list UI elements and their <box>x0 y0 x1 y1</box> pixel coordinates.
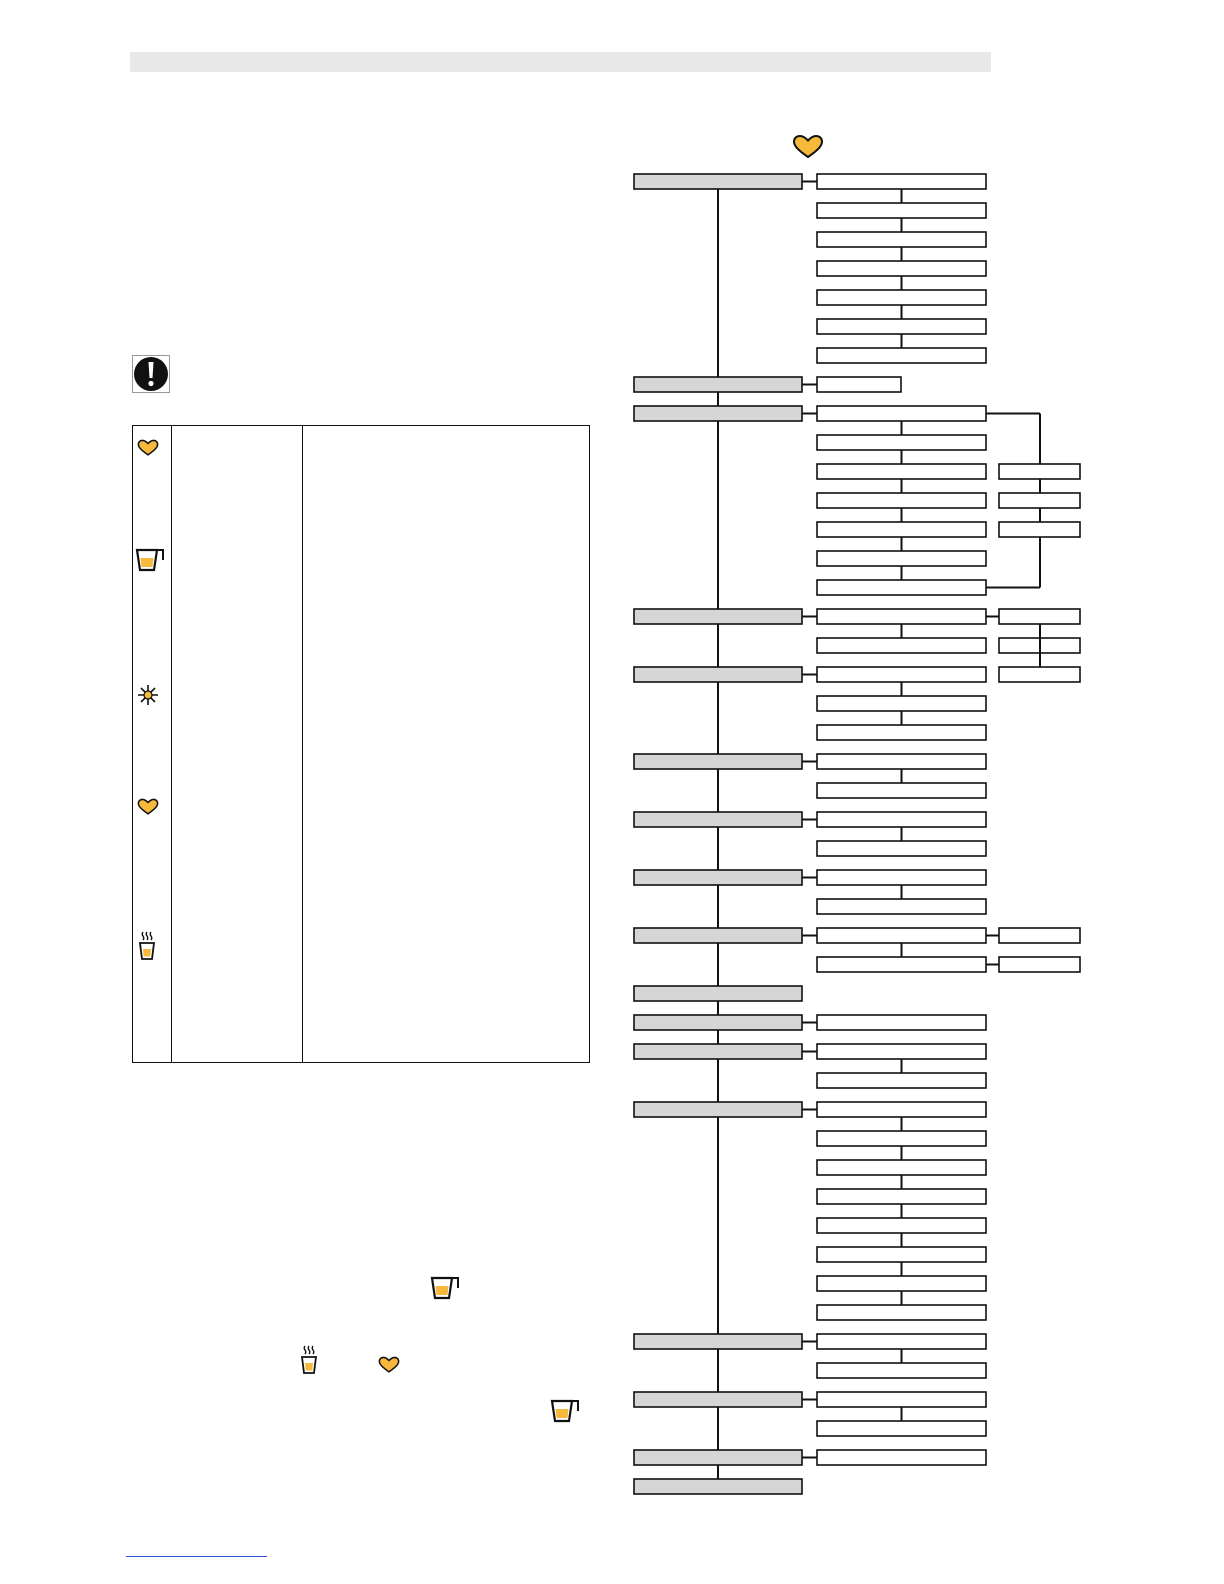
submenu-item <box>817 1421 986 1436</box>
submenu-item <box>817 1363 986 1378</box>
submenu-item <box>817 1189 986 1204</box>
option-item <box>999 522 1080 537</box>
menu-item <box>634 1102 802 1117</box>
submenu-item <box>817 290 986 305</box>
menu-item <box>634 174 802 189</box>
submenu-item <box>817 609 986 624</box>
submenu-item <box>817 1276 986 1291</box>
menu-item <box>634 928 802 943</box>
submenu-item <box>817 174 986 189</box>
menu-item <box>634 1015 802 1030</box>
submenu-item <box>817 754 986 769</box>
option-item <box>999 957 1080 972</box>
submenu-item <box>817 261 986 276</box>
menu-item <box>634 667 802 682</box>
menu-item <box>634 1392 802 1407</box>
submenu-item <box>817 928 986 943</box>
submenu-item <box>817 1131 986 1146</box>
submenu-item <box>817 232 986 247</box>
menu-item <box>634 986 802 1001</box>
submenu-item <box>817 377 901 392</box>
submenu-item <box>817 957 986 972</box>
submenu-item <box>817 696 986 711</box>
submenu-item <box>817 406 986 421</box>
submenu-item <box>817 1073 986 1088</box>
submenu-item <box>817 783 986 798</box>
submenu-item <box>817 580 986 595</box>
submenu-item <box>817 551 986 566</box>
menu-item <box>634 812 802 827</box>
submenu-item <box>817 1305 986 1320</box>
submenu-item <box>817 667 986 682</box>
menu-item <box>634 1044 802 1059</box>
submenu-item <box>817 725 986 740</box>
submenu-item <box>817 638 986 653</box>
submenu-item <box>817 1392 986 1407</box>
submenu-item <box>817 203 986 218</box>
option-item <box>999 609 1080 624</box>
submenu-item <box>817 1044 986 1059</box>
option-item <box>999 667 1080 682</box>
submenu-item <box>817 1247 986 1262</box>
submenu-item <box>817 464 986 479</box>
menu-item <box>634 609 802 624</box>
submenu-item <box>817 522 986 537</box>
submenu-item <box>817 435 986 450</box>
menu-item <box>634 1450 802 1465</box>
menu-item <box>634 377 802 392</box>
option-item <box>999 493 1080 508</box>
menu-item <box>634 406 802 421</box>
option-item <box>999 928 1080 943</box>
menu-item <box>634 1334 802 1349</box>
submenu-item <box>817 493 986 508</box>
submenu-item <box>817 1334 986 1349</box>
submenu-item <box>817 1218 986 1233</box>
submenu-item <box>817 319 986 334</box>
submenu-item <box>817 870 986 885</box>
menu-item <box>634 754 802 769</box>
submenu-item <box>817 1102 986 1117</box>
menu-item <box>634 1479 802 1494</box>
submenu-item <box>817 1450 986 1465</box>
submenu-item <box>817 812 986 827</box>
submenu-item <box>817 1160 986 1175</box>
submenu-item <box>817 899 986 914</box>
menu-item <box>634 870 802 885</box>
option-item <box>999 464 1080 479</box>
footer-link[interactable] <box>126 1556 267 1557</box>
submenu-item <box>817 348 986 363</box>
submenu-item <box>817 1015 986 1030</box>
submenu-item <box>817 841 986 856</box>
